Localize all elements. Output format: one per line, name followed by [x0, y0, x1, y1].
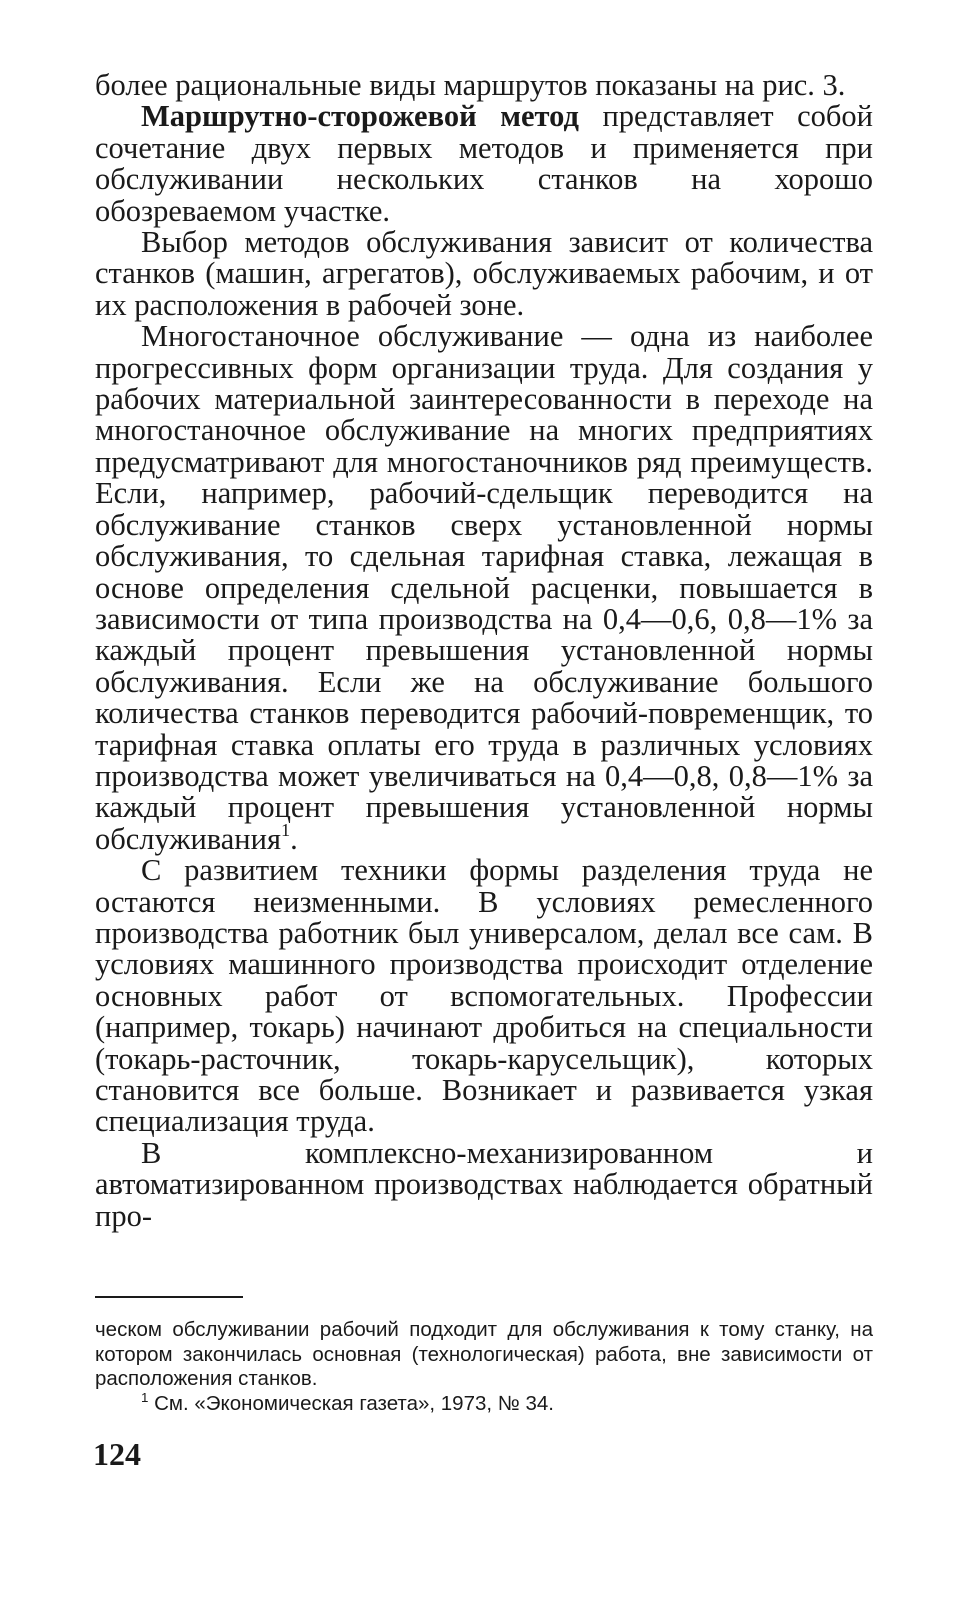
defined-term: Маршрутно-сторожевой метод: [141, 99, 579, 134]
paragraph-text: Многостаночное обслуживание — одна из наиболее прогрессивных форм организации труда. Для создания у рабочих материальной заинтересованности в переходе на многостаночное обслуживание на многих предприятиях предусматривают для многостаночников ряд преимуществ. Если, например, рабочий-сдельщик переводится на обслуживание станков сверх установленной нормы обслуживания, то сдельная тарифная ставка, лежащая в основе определения сдельной расценки, повышается в зависимости от типа производства на 0,4—0,6, 0,8—1% за каждый процент превышения установленной нормы обслуживания. Если же на обслуживание большого количества станков переводится рабочий-повременщик, то тарифная ставка оплаты его труда в различных условиях производства может увеличиваться на 0,4—0,8, 0,8—1% за каждый процент превышения установленной нормы обслуживания: [95, 319, 873, 856]
paragraph-multi-machine: [95, 321, 873, 855]
paragraph-division-of-labor: [95, 855, 873, 1138]
footnote-continuation: ческом обслуживании рабочий подходит для обслуживания к тому станку, на котором закончилась основная (технологическая) работа, вне зависимости от расположения станков.: [95, 1318, 873, 1390]
paragraph-tail: .: [290, 821, 298, 856]
footnote-text: См. «Экономическая газета», 1973, № 34.: [148, 1391, 554, 1415]
paragraph-text: Выбор методов обслуживания зависит от количества станков (машин, агрегатов), обслуживаемых рабочим, и от их расположения в рабочей зоне.: [95, 225, 873, 322]
main-text: [95, 70, 873, 1232]
paragraph-text: более рациональные виды маршрутов показаны на рис. 3.: [95, 68, 846, 102]
page-number: 124: [93, 1436, 141, 1472]
paragraph-continuation: [95, 70, 873, 101]
footnote-1: [95, 1389, 873, 1417]
paragraph-automated-production: [95, 1135, 873, 1233]
paragraph-text: представляет собой сочетание двух первых методов и применяется при обслуживании нескольких станков на хорошо обозреваемом участке.: [95, 99, 873, 228]
paragraph-text: С развитием техники формы разделения труда не остаются неизменными. В условиях ремесленного производства работник был универсалом, делал все сам. В условиях машинного производства происходит отделение основных работ от вспомогательных. Профессии (например, токарь) начинают дробиться на специальности (токарь-расточник, токарь-карусельщик), которых становится все больше. Возникает и развивается узкая специализация труда.: [95, 853, 873, 1139]
footnote-reference: 1: [280, 819, 291, 840]
footnote-divider: [95, 1296, 243, 1298]
paragraph-route-guard-method: [95, 101, 873, 227]
paragraph-method-choice: [95, 227, 873, 321]
footnotes: [95, 1318, 873, 1416]
paragraph-text: В комплексно-механизированном и автоматизированном производствах наблюдается обратный про-: [95, 1135, 873, 1233]
footnote-marker: 1: [141, 1389, 149, 1405]
